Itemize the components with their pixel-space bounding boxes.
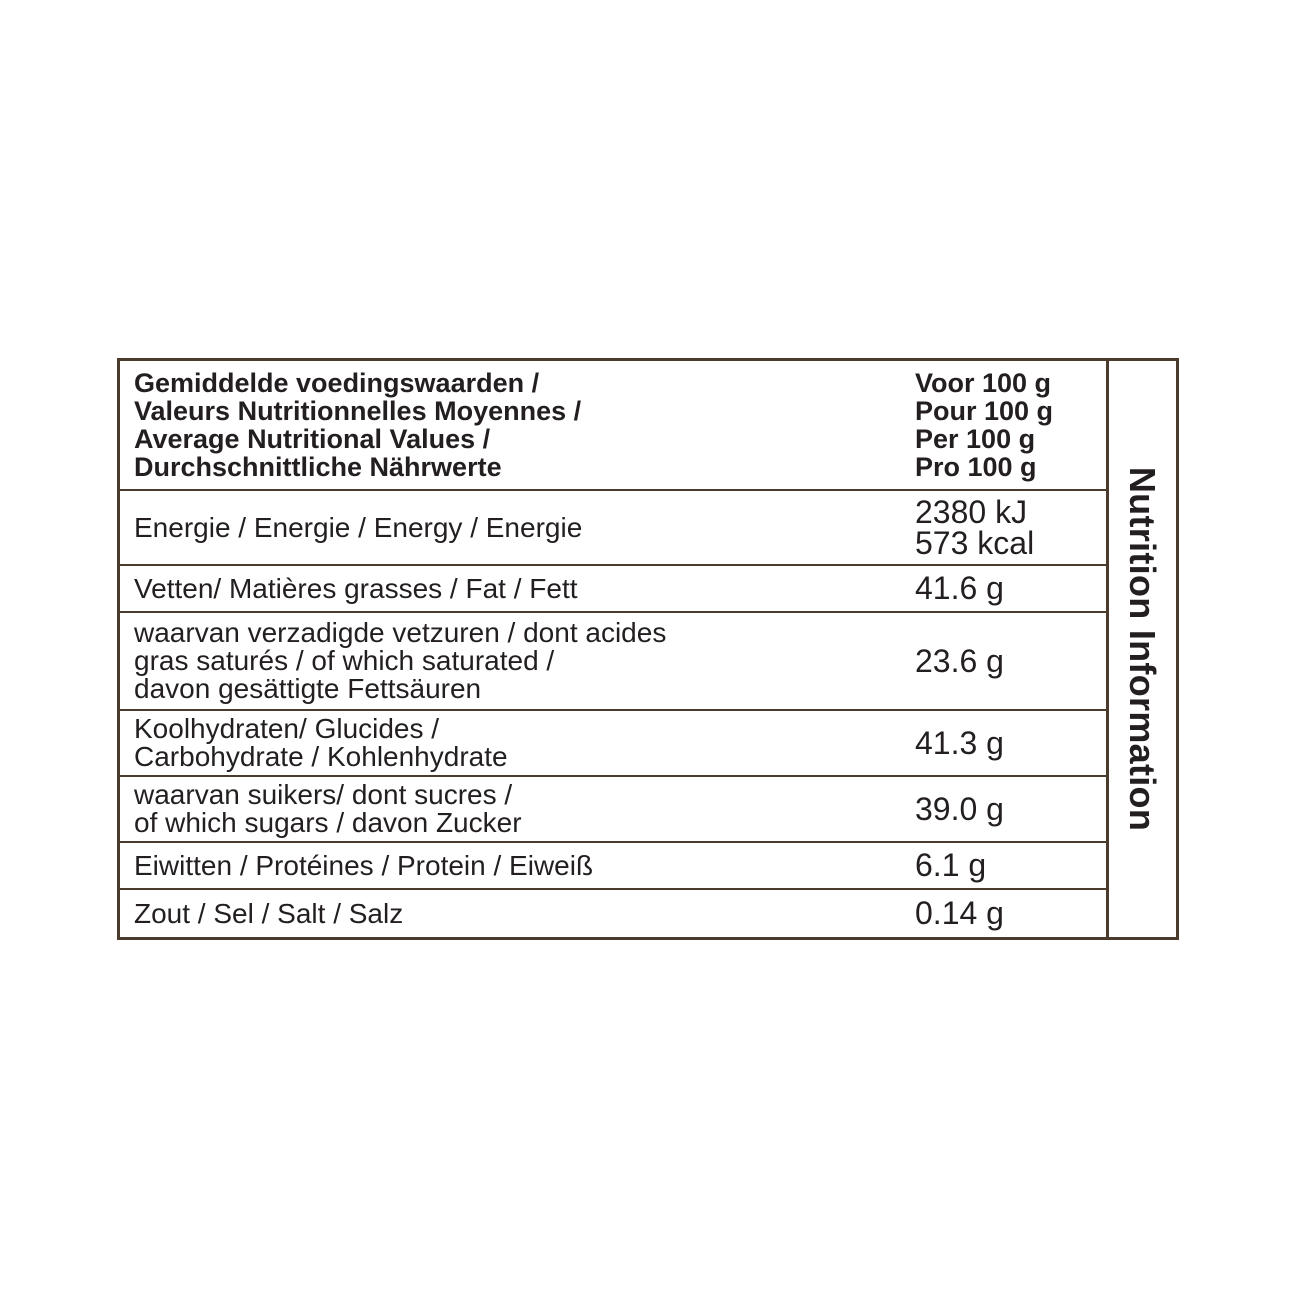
header-label-line: Average Nutritional Values / bbox=[134, 424, 491, 454]
row-value bbox=[915, 843, 1100, 888]
row-value-line: 41.3 g bbox=[915, 724, 1004, 761]
row-value bbox=[915, 613, 1100, 709]
header-value bbox=[915, 361, 1100, 489]
row-value-line: 573 kcal bbox=[915, 524, 1035, 561]
header-value-line: Pro 100 g bbox=[915, 452, 1037, 482]
table-row-energy bbox=[120, 491, 1106, 566]
header-label bbox=[134, 361, 894, 489]
row-value bbox=[915, 777, 1100, 841]
row-label-line: of which sugars / davon Zucker bbox=[134, 807, 522, 838]
row-value bbox=[915, 890, 1100, 937]
row-label-line: Koolhydraten/ Glucides / bbox=[134, 713, 440, 744]
table-row-protein bbox=[120, 843, 1106, 890]
header-label-line: Gemiddelde voedingswaarden / bbox=[134, 368, 540, 398]
header-value-line: Voor 100 g bbox=[915, 368, 1052, 398]
row-label bbox=[134, 613, 894, 709]
header-row bbox=[120, 361, 1106, 491]
row-label-line: davon gesättigte Fettsäuren bbox=[134, 673, 482, 704]
row-value bbox=[915, 491, 1100, 564]
row-label-line: Carbohydrate / Kohlenhydrate bbox=[134, 741, 508, 772]
header-value-line: Pour 100 g bbox=[915, 396, 1054, 426]
row-label-line: waarvan verzadigde vetzuren / dont acides bbox=[134, 617, 667, 648]
side-title-column bbox=[1109, 361, 1176, 937]
table-row-carbohydrate bbox=[120, 711, 1106, 777]
row-value bbox=[915, 566, 1100, 611]
row-value-line: 41.6 g bbox=[915, 570, 1004, 606]
table-row-saturated bbox=[120, 613, 1106, 711]
row-value-line: 2380 kJ bbox=[915, 493, 1028, 530]
side-title: Nutrition Information bbox=[1122, 466, 1164, 832]
row-label bbox=[134, 566, 894, 611]
row-label-line: gras saturés / of which saturated / bbox=[134, 645, 555, 676]
row-label-line: Energie / Energie / Energy / Energie bbox=[134, 511, 583, 543]
row-value-line: 0.14 g bbox=[915, 895, 1004, 931]
nutrition-panel bbox=[117, 358, 1179, 940]
row-label bbox=[134, 491, 894, 564]
row-label-line: Zout / Sel / Salt / Salz bbox=[134, 897, 404, 929]
row-label bbox=[134, 777, 894, 841]
table-row-sugars bbox=[120, 777, 1106, 843]
header-value-line: Per 100 g bbox=[915, 424, 1036, 454]
nutrition-table bbox=[120, 361, 1109, 937]
row-label-line: Eiwitten / Protéines / Protein / Eiweiß bbox=[134, 849, 594, 881]
row-label bbox=[134, 843, 894, 888]
header-label-line: Durchschnittliche Nährwerte bbox=[134, 452, 502, 482]
row-value-line: 6.1 g bbox=[915, 847, 987, 883]
table-row-salt bbox=[120, 890, 1106, 937]
row-value-line: 39.0 g bbox=[915, 790, 1004, 827]
row-label bbox=[134, 711, 894, 775]
table-row-fat bbox=[120, 566, 1106, 613]
row-value-line: 23.6 g bbox=[915, 642, 1004, 679]
row-value bbox=[915, 711, 1100, 775]
header-label-line: Valeurs Nutritionnelles Moyennes / bbox=[134, 396, 582, 426]
row-label-line: Vetten/ Matières grasses / Fat / Fett bbox=[134, 572, 578, 604]
row-label bbox=[134, 890, 894, 937]
row-label-line: waarvan suikers/ dont sucres / bbox=[134, 779, 513, 810]
